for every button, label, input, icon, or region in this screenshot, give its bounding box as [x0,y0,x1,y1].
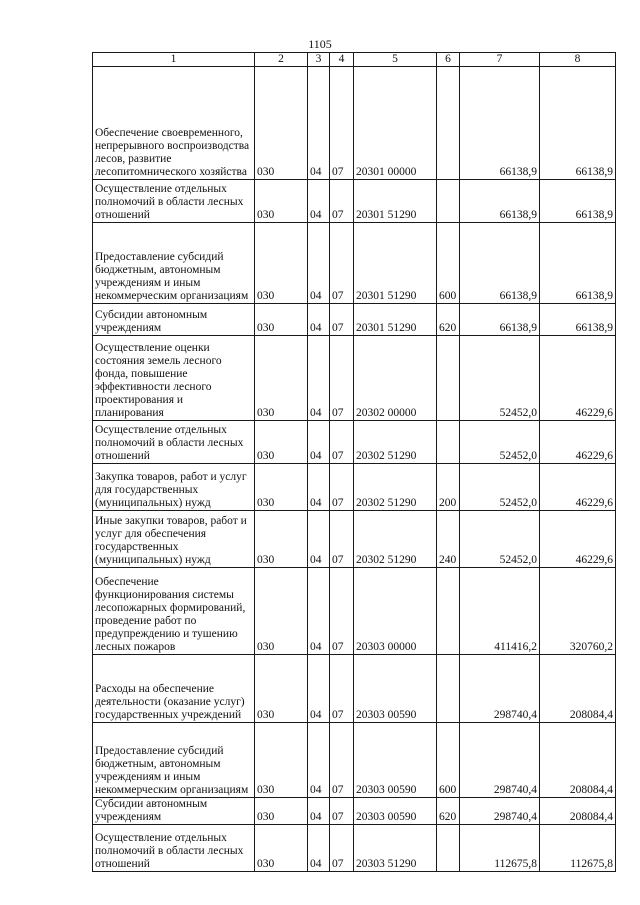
table-header-row [93,53,616,67]
type-cell [437,825,460,872]
sum-year2-cell: 66138,9 [540,223,616,304]
sum-year2-cell: 66138,9 [540,180,616,223]
code-cell: 030 [255,825,308,872]
table-row [93,511,616,568]
type-cell [437,568,460,655]
row-name-cell: Закупка товаров, работ и услуг для государственных (муниципальных) нужд [93,464,255,511]
sum-year2-cell: 320760,2 [540,568,616,655]
code-cell: 030 [255,723,308,798]
section-cell: 04 [308,304,330,336]
section-cell: 04 [308,825,330,872]
sum-year2-cell: 112675,8 [540,825,616,872]
row-name-cell: Предоставление субсидий бюджетным, автономным учреждениям и иным некоммерческим организациям [93,723,255,798]
code-cell: 030 [255,421,308,464]
section-cell: 04 [308,336,330,421]
row-name-cell: Субсидии автономным учреждениям [93,304,255,336]
target-cell: 20303 00000 [354,568,437,655]
subsection-cell: 07 [330,421,354,464]
header-cell: 2 [255,53,308,67]
target-cell: 20302 00000 [354,336,437,421]
sum-year2-cell: 46229,6 [540,464,616,511]
row-name-cell: Осуществление оценки состояния земель лесного фонда, повышение эффективности лесного проектирования и планирования [93,336,255,421]
section-cell: 04 [308,511,330,568]
code-cell: 030 [255,223,308,304]
header-cell: 8 [540,53,616,67]
header-cell: 3 [308,53,330,67]
target-cell: 20301 00000 [354,67,437,180]
sum-year1-cell: 298740,4 [460,655,540,723]
sum-year1-cell: 52452,0 [460,464,540,511]
sum-year1-cell: 298740,4 [460,798,540,825]
subsection-cell: 07 [330,825,354,872]
row-name-cell: Иные закупки товаров, работ и услуг для обеспечения государственных (муниципальных) нужд [93,511,255,568]
row-name-cell: Осуществление отдельных полномочий в области лесных отношений [93,180,255,223]
sum-year2-cell: 208084,4 [540,723,616,798]
sum-year2-cell: 46229,6 [540,421,616,464]
type-cell [437,67,460,180]
target-cell: 20301 51290 [354,304,437,336]
section-cell: 04 [308,180,330,223]
target-cell: 20303 00590 [354,723,437,798]
sum-year2-cell: 66138,9 [540,67,616,180]
header-cell: 5 [354,53,437,67]
sum-year1-cell: 52452,0 [460,336,540,421]
page-number: 1105 [308,37,332,51]
sum-year2-cell: 46229,6 [540,511,616,568]
target-cell: 20301 51290 [354,180,437,223]
subsection-cell: 07 [330,511,354,568]
table-row [93,723,616,798]
row-name-cell: Расходы на обеспечение деятельности (оказание услуг) государственных учреждений [93,655,255,723]
section-cell: 04 [308,464,330,511]
sum-year2-cell: 208084,4 [540,798,616,825]
section-cell: 04 [308,655,330,723]
target-cell: 20303 00590 [354,798,437,825]
header-cell: 6 [437,53,460,67]
row-name-cell: Субсидии автономным учреждениям [93,798,255,825]
header-cell: 4 [330,53,354,67]
row-name-cell: Предоставление субсидий бюджетным, автономным учреждениям и иным некоммерческим организациям [93,223,255,304]
subsection-cell: 07 [330,723,354,798]
sum-year1-cell: 52452,0 [460,511,540,568]
sum-year1-cell: 66138,9 [460,180,540,223]
type-cell: 200 [437,464,460,511]
sum-year2-cell: 46229,6 [540,336,616,421]
code-cell: 030 [255,464,308,511]
subsection-cell: 07 [330,336,354,421]
section-cell: 04 [308,798,330,825]
header-cell: 7 [460,53,540,67]
type-cell: 600 [437,223,460,304]
sum-year2-cell: 66138,9 [540,304,616,336]
subsection-cell: 07 [330,798,354,825]
target-cell: 20303 00590 [354,655,437,723]
target-cell: 20301 51290 [354,223,437,304]
sum-year2-cell: 208084,4 [540,655,616,723]
budget-table [92,52,616,872]
section-cell: 04 [308,421,330,464]
section-cell: 04 [308,223,330,304]
code-cell: 030 [255,568,308,655]
table-row [93,655,616,723]
section-cell: 04 [308,568,330,655]
sum-year1-cell: 66138,9 [460,223,540,304]
sum-year1-cell: 52452,0 [460,421,540,464]
type-cell: 620 [437,798,460,825]
section-cell: 04 [308,67,330,180]
code-cell: 030 [255,798,308,825]
type-cell [437,336,460,421]
subsection-cell: 07 [330,568,354,655]
row-name-cell: Осуществление отдельных полномочий в области лесных отношений [93,825,255,872]
subsection-cell: 07 [330,464,354,511]
subsection-cell: 07 [330,67,354,180]
sum-year1-cell: 112675,8 [460,825,540,872]
table-row [93,825,616,872]
sum-year1-cell: 66138,9 [460,67,540,180]
target-cell: 20302 51290 [354,421,437,464]
type-cell: 240 [437,511,460,568]
type-cell [437,421,460,464]
table-row [93,798,616,825]
table-row [93,568,616,655]
code-cell: 030 [255,67,308,180]
table-row [93,464,616,511]
table-row [93,223,616,304]
subsection-cell: 07 [330,180,354,223]
header-cell: 1 [93,53,255,67]
table-row [93,421,616,464]
type-cell: 600 [437,723,460,798]
target-cell: 20302 51290 [354,511,437,568]
sum-year1-cell: 411416,2 [460,568,540,655]
type-cell: 620 [437,304,460,336]
subsection-cell: 07 [330,304,354,336]
subsection-cell: 07 [330,223,354,304]
section-cell: 04 [308,723,330,798]
row-name-cell: Осуществление отдельных полномочий в области лесных отношений [93,421,255,464]
sum-year1-cell: 298740,4 [460,723,540,798]
code-cell: 030 [255,304,308,336]
table-row [93,336,616,421]
target-cell: 20303 51290 [354,825,437,872]
table-row [93,304,616,336]
code-cell: 030 [255,180,308,223]
target-cell: 20302 51290 [354,464,437,511]
table-row [93,67,616,180]
code-cell: 030 [255,336,308,421]
code-cell: 030 [255,655,308,723]
subsection-cell: 07 [330,655,354,723]
code-cell: 030 [255,511,308,568]
table-row [93,180,616,223]
type-cell [437,180,460,223]
row-name-cell: Обеспечение своевременного, непрерывного воспроизводства лесов, развитие лесопитомнического хозяйства [93,67,255,180]
type-cell [437,655,460,723]
sum-year1-cell: 66138,9 [460,304,540,336]
row-name-cell: Обеспечение функционирования системы лесопожарных формирований, проведение работ по предупреждению и тушению лесных пожаров [93,568,255,655]
